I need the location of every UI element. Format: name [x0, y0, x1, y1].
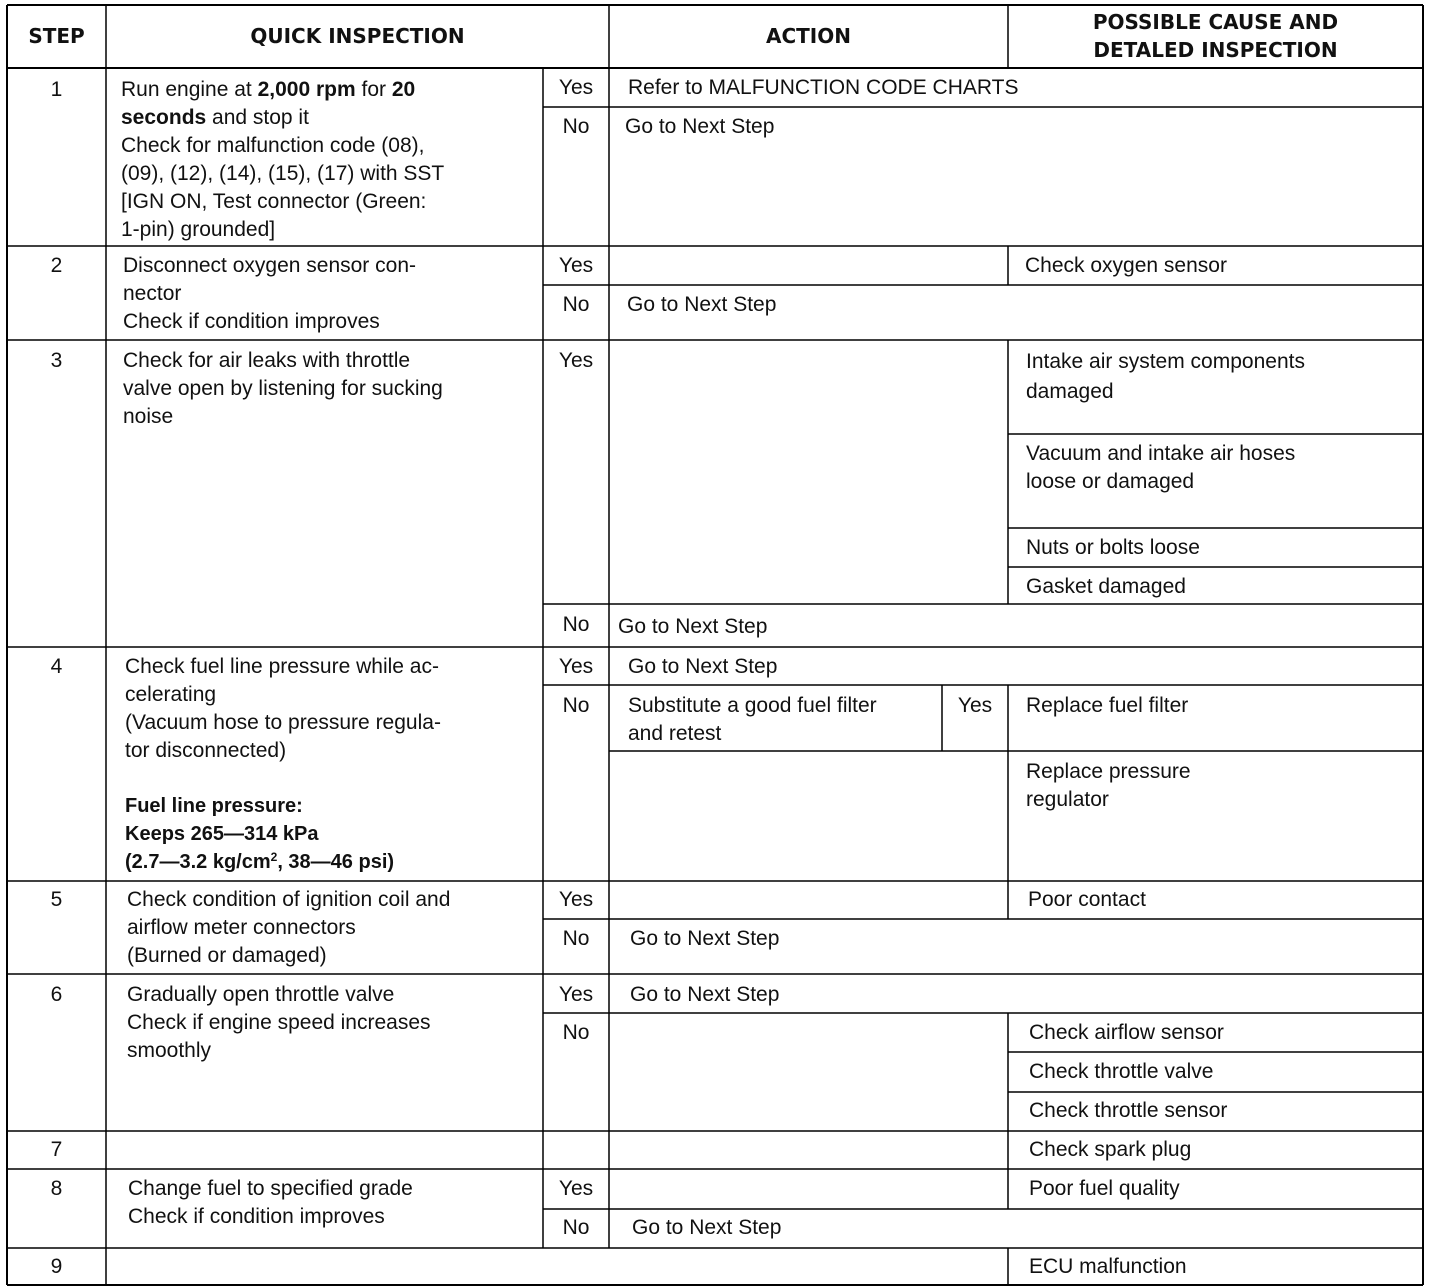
step-5-inspection: [127, 886, 450, 970]
cause-line: Vacuum and intake air hoses: [1026, 442, 1296, 465]
step-9-cause: ECU malfunction: [1029, 1255, 1187, 1278]
cause-line: damaged: [1026, 380, 1114, 403]
step-8-inspection: [128, 1175, 413, 1231]
step-6-inspection: [127, 981, 431, 1065]
step-2-inspection: [123, 252, 416, 336]
step-6-no-cause-3: Check throttle sensor: [1029, 1099, 1228, 1122]
step-6-no-cause-2: Check throttle valve: [1029, 1060, 1214, 1083]
header-possible-cause: [1008, 8, 1423, 64]
header-action: ACTION: [766, 24, 851, 48]
step-3-no-action: Go to Next Step: [618, 615, 768, 638]
step-number: 5: [50, 888, 63, 911]
inspection-line: nector: [123, 282, 182, 305]
action-line: Substitute a good fuel filter: [628, 694, 877, 717]
inspection-line: Check if condition improves: [123, 310, 380, 333]
inspection-line: smoothly: [127, 1039, 212, 1062]
step-3-inspection: [123, 347, 443, 431]
step-number: 1: [50, 78, 63, 101]
yes-label: Yes: [558, 655, 594, 678]
step-2-yes-cause: Check oxygen sensor: [1025, 254, 1227, 277]
step-7-cause: Check spark plug: [1029, 1138, 1192, 1161]
inspection-line: (09), (12), (14), (15), (17) with SST: [121, 162, 445, 185]
step-3-cause-3: Nuts or bolts loose: [1026, 536, 1200, 559]
step-number: 2: [50, 254, 63, 277]
inspection-line: Check for air leaks with throttle: [123, 349, 411, 372]
inspection-line: Disconnect oxygen sensor con-: [123, 254, 416, 277]
step-4-yes-action: Go to Next Step: [628, 655, 778, 678]
step-3-cause-4: Gasket damaged: [1026, 575, 1186, 598]
inspection-line: Check if condition improves: [128, 1205, 385, 1228]
yes-label: Yes: [558, 888, 594, 911]
cause-line: Replace pressure: [1026, 760, 1191, 783]
inspection-line: valve open by listening for sucking: [123, 377, 443, 400]
step-4-no-no-cause: [1026, 758, 1191, 814]
no-label: No: [562, 1216, 590, 1239]
no-label: No: [562, 115, 590, 138]
yes-label: Yes: [558, 349, 594, 372]
inspection-line: Check condition of ignition coil and: [127, 888, 451, 911]
inspection-line: tor disconnected): [125, 739, 287, 762]
cause-line: regulator: [1026, 788, 1109, 811]
step-5-no-action: Go to Next Step: [630, 927, 780, 950]
step-8-yes-cause: Poor fuel quality: [1029, 1177, 1180, 1200]
step-2-no-action: Go to Next Step: [627, 293, 777, 316]
no-label: No: [562, 1021, 590, 1044]
inspection-line: airflow meter connectors: [127, 916, 356, 939]
step-1-inspection: [121, 76, 444, 244]
step-4-inspection: [125, 653, 441, 765]
yes-label: Yes: [558, 254, 594, 277]
inspection-line: Run engine at 2,000 rpm for 20: [121, 78, 416, 101]
step-4-spec: [125, 792, 394, 876]
inspection-line: seconds and stop it: [121, 106, 309, 129]
step-number: 7: [50, 1138, 63, 1161]
yes-label: Yes: [957, 694, 993, 717]
no-label: No: [562, 927, 590, 950]
step-number: 8: [50, 1177, 63, 1200]
step-3-cause-1: [1026, 347, 1305, 407]
step-1-yes-action: Refer to MALFUNCTION CODE CHARTS: [628, 76, 1019, 99]
no-label: No: [562, 694, 590, 717]
inspection-line: Check for malfunction code (08),: [121, 134, 425, 157]
header-step: STEP: [28, 24, 85, 48]
step-number: 6: [50, 983, 63, 1006]
step-8-no-action: Go to Next Step: [632, 1216, 782, 1239]
step-6-yes-action: Go to Next Step: [630, 983, 780, 1006]
spec-line: Keeps 265—314 kPa: [125, 823, 319, 845]
header-possible-cause-line1: POSSIBLE CAUSE AND: [1092, 10, 1339, 34]
action-line: and retest: [628, 722, 722, 745]
step-number: 4: [50, 655, 63, 678]
step-4-no-yes-cause: Replace fuel filter: [1026, 694, 1189, 717]
inspection-line: Change fuel to specified grade: [128, 1177, 413, 1200]
inspection-line: (Burned or damaged): [127, 944, 327, 967]
step-6-no-cause-1: Check airflow sensor: [1029, 1021, 1224, 1044]
step-4-no-action: [628, 692, 877, 748]
step-5-yes-cause: Poor contact: [1028, 888, 1146, 911]
yes-label: Yes: [558, 1177, 594, 1200]
step-number: 9: [50, 1255, 63, 1278]
inspection-line: Gradually open throttle valve: [127, 983, 395, 1006]
inspection-line: Check if engine speed increases: [127, 1011, 431, 1034]
header-quick-inspection: QUICK INSPECTION: [250, 24, 465, 48]
step-3-cause-2: [1026, 440, 1295, 496]
diagnosis-table: [6, 4, 1424, 1286]
no-label: No: [562, 293, 590, 316]
spec-line: (2.7—3.2 $kg/cm^2$, 38—46 psi): [125, 850, 395, 873]
inspection-line: noise: [123, 405, 174, 428]
inspection-line: (Vacuum hose to pressure regula-: [125, 711, 441, 734]
yes-label: Yes: [558, 983, 594, 1006]
cause-line: loose or damaged: [1026, 470, 1195, 493]
step-number: 3: [50, 349, 63, 372]
cause-line: Intake air system components: [1026, 350, 1305, 373]
inspection-line: celerating: [125, 683, 217, 706]
inspection-line: Check fuel line pressure while ac-: [125, 655, 439, 678]
step-1-no-action: Go to Next Step: [625, 115, 775, 138]
yes-label: Yes: [558, 76, 594, 99]
spec-label: Fuel line pressure:: [125, 795, 303, 817]
inspection-line: 1-pin) grounded]: [121, 218, 276, 241]
inspection-line: [IGN ON, Test connector (Green:: [121, 190, 427, 213]
header-possible-cause-line2: DETALED INSPECTION: [1093, 38, 1338, 62]
no-label: No: [562, 613, 590, 636]
